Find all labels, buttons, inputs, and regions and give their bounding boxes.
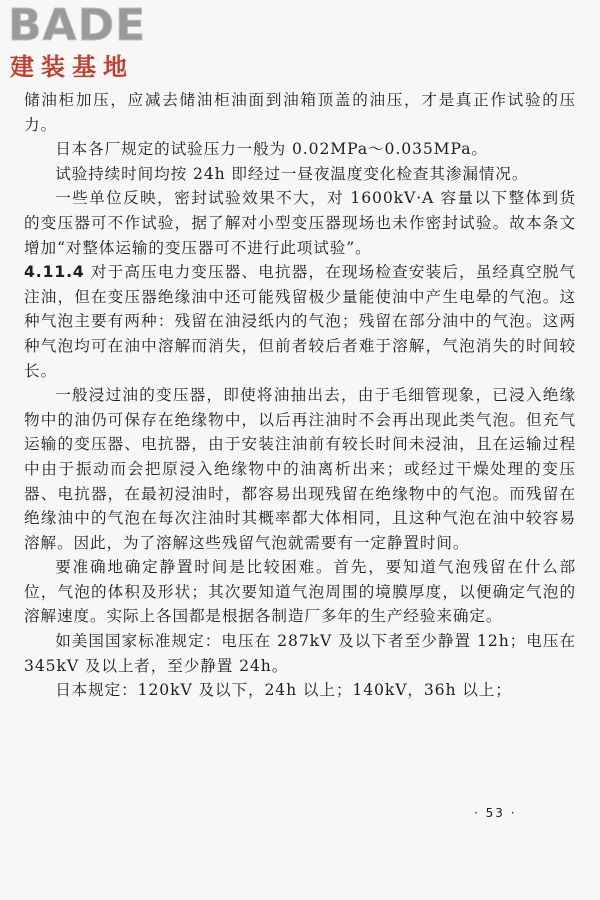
paragraph: 一些单位反映，密封试验效果不大，对 1600kV·A 容量以下整体到货的变压器可不作试验，据了解对小型变压器现场也未作密封试验。故本条文增加“对整体运输的变压器可不进行此项试验”。 [24, 189, 576, 257]
paragraph: 要准确地确定静置时间是比较困难。首先，要知道气泡残留在什么部位，气泡的体积及形状；其次要知道气泡周围的境膜厚度，以便确定气泡的溶解速度。实际上各国都是根据各制造厂多年的生产经验来确定。 [24, 558, 576, 626]
site-logo [8, 0, 178, 84]
clause-number: 4.11.4 [24, 263, 85, 282]
logo-subtitle: 建装基地 [10, 53, 134, 81]
page-body [24, 88, 576, 703]
paragraph: 一般浸过油的变压器，即使将油抽出去，由于毛细管现象，已浸入绝缘物中的油仍可保存在绝缘物中，以后再注油时不会再出现此类气泡。但充气运输的变压器、电抗器，由于安装注油前有较长时间未浸油，且在运输过程中由于振动而会把原浸入绝缘物中的油离析出来；或经过干燥处理的变压器、电抗器，在最初浸油时，都容易出现残留在绝缘物中的气泡。而残留在绝缘油中的气泡在每次注油时其概率都大体相同，且这种气泡在油中较容易溶解。因此，为了溶解这些残留气泡就需要有一定静置时间。 [24, 386, 576, 552]
paragraph: 试验持续时间均按 24h 即经过一昼夜温度变化检查其渗漏情况。 [55, 164, 529, 183]
logo-wordmark: BADE [8, 0, 147, 51]
paragraph: 储油柜加压，应减去储油柜油面到油箱顶盖的油压，才是真正作试验的压力。 [24, 91, 576, 134]
page-number: · 53 · [474, 806, 517, 820]
clause-text: 对于高压电力变压器、电抗器，在现场检查安装后，虽经真空脱气注油，但在变压器绝缘油中还可能残留极少量能使油中产生电晕的气泡。这种气泡主要有两种：残留在油浸纸内的气泡；残留在部分油中的气泡。这两种气泡均可在油中溶解而消失，但前者较后者难于溶解，气泡消失的时间较长。 [24, 263, 576, 380]
paragraph: 如美国国家标准规定：电压在 287kV 及以下者至少静置 12h；电压在 345kV 及以上者，至少静置 24h。 [24, 632, 576, 675]
paragraph: 日本各厂规定的试验压力一般为 0.02MPa～0.035MPa。 [55, 140, 488, 159]
paragraph: 日本规定：120kV 及以下，24h 以上；140kV，36h 以上； [55, 681, 512, 700]
clause-paragraph [24, 260, 576, 383]
